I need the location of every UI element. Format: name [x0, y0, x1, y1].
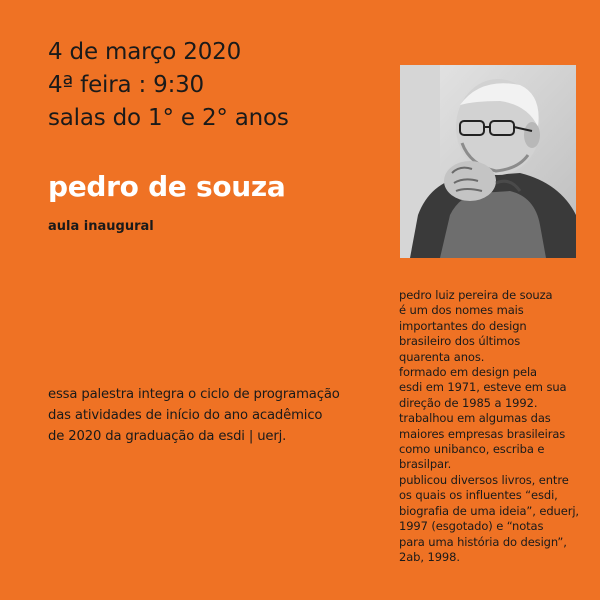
description-line: das atividades de início do ano acadêmico: [48, 408, 323, 423]
speaker-portrait-image: [400, 65, 576, 258]
description-line: de 2020 da graduação da esdi | uerj.: [48, 429, 287, 444]
bio-line: biografia de uma ideia”, eduerj,: [399, 503, 579, 518]
bio-line: como unibanco, escriba e: [399, 442, 545, 457]
bio-line: maiores empresas brasileiras: [399, 426, 566, 441]
speaker-photo: [400, 65, 576, 258]
bio-line: quarenta anos.: [399, 349, 485, 364]
bio-line: brasilpar.: [399, 457, 452, 472]
event-place: salas do 1° e 2° anos: [48, 105, 289, 131]
event-date: 4 de março 2020: [48, 39, 242, 65]
bio-line: é um dos nomes mais: [399, 303, 524, 318]
bio-line: importantes do design: [399, 318, 527, 333]
bio-line: 2ab, 1998.: [399, 549, 460, 564]
speaker-name: pedro de souza: [48, 170, 286, 203]
bio-line: direção de 1985 a 1992.: [399, 395, 538, 410]
bio-line: publicou diversos livros, entre: [399, 472, 569, 487]
bio-line: 1997 (esgotado) e “notas: [399, 519, 544, 534]
bio-line: os quais os influentes “esdi,: [399, 488, 558, 503]
bio-line: formado em design pela: [399, 365, 538, 380]
event-info: [48, 36, 289, 135]
bio-line: para uma história do design”,: [399, 534, 567, 549]
bio-line: esdi em 1971, esteve em sua: [399, 380, 567, 395]
speaker-bio: [399, 288, 589, 565]
bio-line: brasileiro dos últimos: [399, 334, 521, 349]
event-time: 4ª feira : 9:30: [48, 72, 204, 98]
bio-line: pedro luiz pereira de souza: [399, 288, 553, 302]
event-description: [48, 384, 340, 447]
bio-line: trabalhou em algumas das: [399, 411, 551, 426]
description-line: essa palestra integra o ciclo de programação: [48, 387, 340, 402]
talk-type: aula inaugural: [48, 219, 154, 234]
